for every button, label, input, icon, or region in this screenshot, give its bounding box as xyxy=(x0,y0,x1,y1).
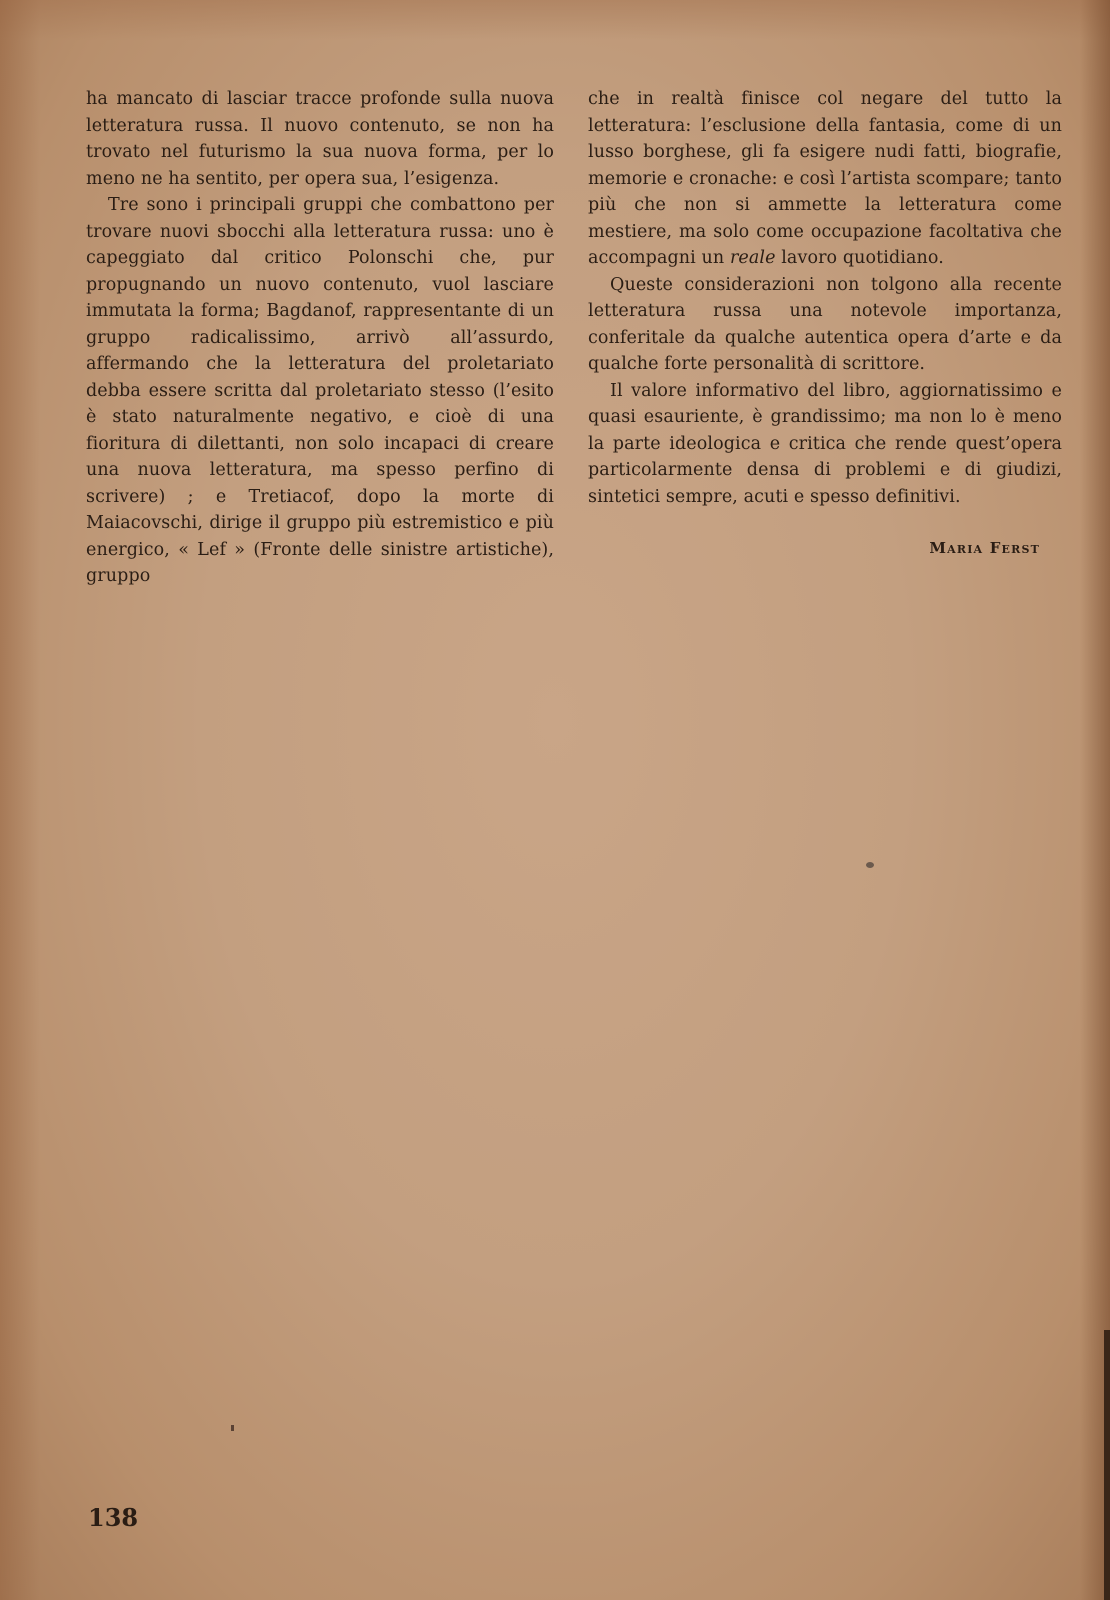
paragraph: ha mancato di lasciar tracce profonde sulla nuova letteratura russa. Il nuovo contenuto, se non ha trovato nel futurismo la sua nuova forma, per lo meno ne ha sentito, per opera sua, l’esigenza. xyxy=(86,89,554,189)
italic-word: reale xyxy=(729,248,776,268)
paragraph: Il valore informativo del libro, aggiornatissimo e quasi esauriente, è grandissimo; ma non lo è meno la parte ideologica e critica che rende quest’opera particolarmente densa di problemi e di giudizi, sintetici sempre, acuti e spesso definitivi. xyxy=(588,380,1062,507)
page-number: 138 xyxy=(88,1503,139,1532)
author-signature: Maria Ferst xyxy=(929,539,1040,557)
paragraph: Queste considerazioni non tolgono alla recente letteratura russa una notevole importanza, conferitale da qualche autentica opera d’arte e da qualche forte personalità di scrittore. xyxy=(588,274,1062,374)
binding-shadow xyxy=(1104,1330,1110,1600)
left-text-column xyxy=(86,86,554,590)
paragraph-text: lavoro quotidiano. xyxy=(775,248,944,268)
right-text-column xyxy=(588,86,1062,510)
paper-speck xyxy=(231,1425,234,1431)
paper-speck xyxy=(866,862,874,868)
paper-edge-top xyxy=(0,0,1110,40)
paper-edge-left xyxy=(0,0,40,1600)
paragraph: Tre sono i principali gruppi che combattono per trovare nuovi sbocchi alla letteratura russa: uno è capeggiato dal critico Polonschi che, pur propugnando un nuovo contenuto, vuol lasciare immutata la forma; Bagdanof, rappresentante di un gruppo radicalissimo, arrivò all’assurdo, affermando che la letteratura del proletariato debba essere scritta dal proletariato stesso (l’esito è stato naturalmente negativo, e cioè di una fioritura di dilettanti, non solo incapaci di creare una nuova letteratura, ma spesso perfino di scrivere) ; e Tretiacof, dopo la morte di Maiacovschi, dirige il gruppo più estremistico e più energico, « Lef » (Fronte delle sinistre artistiche), gruppo xyxy=(86,195,554,586)
paragraph-text: che in realtà finisce col negare del tutto la letteratura: l’esclusione della fantasia, come di un lusso borghese, gli fa esigere nudi fatti, biografie, memorie e cronache: e così l’artista scompare; tanto più che non si ammette la letteratura come mestiere, ma solo come occupazione facoltativa che accompagni un xyxy=(588,89,1062,268)
paragraph xyxy=(588,86,1062,272)
